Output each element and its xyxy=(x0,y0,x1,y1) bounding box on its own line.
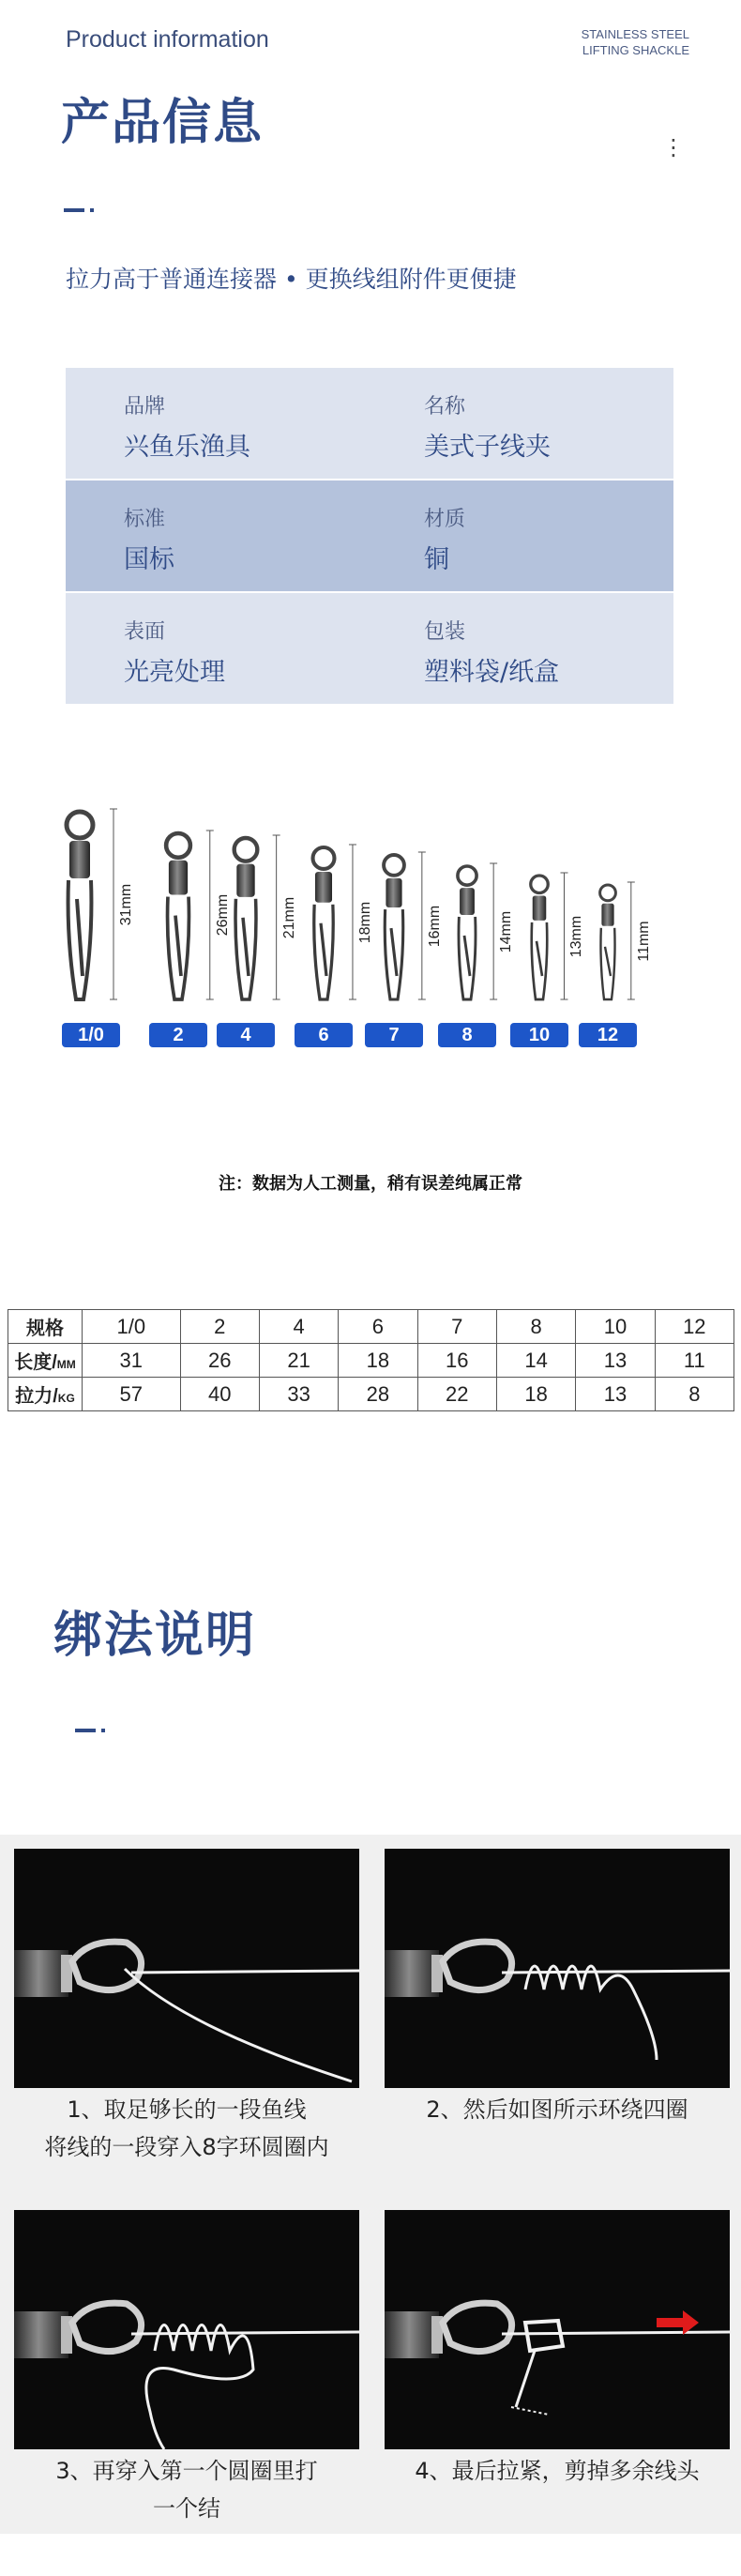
measurement-note: 注：数据为人工测量，稍有误差纯属正常 xyxy=(219,1174,522,1194)
force-cell: 22 xyxy=(417,1378,496,1411)
length-label: 13mm xyxy=(568,915,585,957)
info-value: 兴鱼乐渔具 xyxy=(124,433,250,462)
length-label: 21mm xyxy=(280,896,297,938)
step-3-caption xyxy=(14,2452,359,2527)
divider-dash xyxy=(75,1729,96,1732)
length-cell: 16 xyxy=(417,1344,496,1378)
length-label: 18mm xyxy=(356,901,373,943)
spec-cell: 7 xyxy=(417,1310,496,1344)
row-header-force-label: 拉力/ xyxy=(15,1386,58,1407)
corner-label xyxy=(582,26,689,58)
spec-table xyxy=(8,1309,734,1411)
corner-line-2: LIFTING SHACKLE xyxy=(582,43,689,57)
row-header-length xyxy=(8,1344,83,1378)
length-cell: 31 xyxy=(83,1344,181,1378)
row-header-length-label: 长度/ xyxy=(14,1352,57,1373)
info-value: 铜 xyxy=(424,545,449,574)
info-label: 标准 xyxy=(124,508,166,531)
length-cell: 11 xyxy=(655,1344,733,1378)
swivel-6 xyxy=(313,845,356,999)
info-value: 光亮处理 xyxy=(124,658,225,687)
swivel-1/0 xyxy=(67,809,117,999)
length-cell: 18 xyxy=(339,1344,417,1378)
more-icon[interactable]: ⋮ xyxy=(662,134,685,160)
step-4-caption xyxy=(385,2452,730,2490)
swivel-2 xyxy=(166,831,214,999)
info-label: 材质 xyxy=(424,508,466,531)
table-row xyxy=(8,1378,734,1411)
length-label: 16mm xyxy=(426,905,443,947)
size-badge: 8 xyxy=(438,1023,496,1047)
subtitle-en: Product information xyxy=(66,26,269,53)
step-2-caption xyxy=(385,2091,730,2128)
info-value: 塑料袋/纸盒 xyxy=(424,658,560,687)
info-label: 品牌 xyxy=(124,395,166,419)
caption-line: 一个结 xyxy=(153,2495,220,2522)
tagline: 拉力高于普通连接器 • 更换线组附件更便捷 xyxy=(66,266,517,293)
info-value: 美式子线夹 xyxy=(424,433,551,462)
step-2-photo xyxy=(385,1849,730,2088)
size-badge: 1/0 xyxy=(62,1023,120,1047)
info-row-brand xyxy=(66,368,673,479)
info-value: 国标 xyxy=(124,545,174,574)
info-row-standard xyxy=(66,480,673,591)
row-header-force xyxy=(8,1378,83,1411)
size-badge: 12 xyxy=(579,1023,637,1047)
binding-title: 绑法说明 xyxy=(53,1608,257,1664)
length-label: 26mm xyxy=(214,893,231,937)
length-label: 14mm xyxy=(498,910,515,953)
unit-mm: MM xyxy=(56,1358,76,1371)
length-cell: 13 xyxy=(576,1344,655,1378)
corner-line-1: STAINLESS STEEL xyxy=(581,27,689,41)
divider-dash xyxy=(64,208,84,212)
swivel-12 xyxy=(600,882,635,999)
info-label: 表面 xyxy=(124,620,166,644)
force-cell: 8 xyxy=(655,1378,733,1411)
divider-dot xyxy=(90,208,94,212)
length-cell: 26 xyxy=(180,1344,259,1378)
spec-cell: 1/0 xyxy=(83,1310,181,1344)
spec-cell: 8 xyxy=(496,1310,575,1344)
size-badge: 2 xyxy=(149,1023,207,1047)
table-row xyxy=(8,1310,734,1344)
swivel-4 xyxy=(234,835,280,999)
step-1-caption xyxy=(14,2091,359,2166)
step-3-photo xyxy=(14,2210,359,2449)
swivel-7 xyxy=(384,852,426,999)
swivel-10 xyxy=(531,873,568,999)
size-badge: 6 xyxy=(295,1023,353,1047)
spec-cell: 4 xyxy=(259,1310,338,1344)
spec-cell: 6 xyxy=(339,1310,417,1344)
caption-line: 1、取足够长的一段鱼线 xyxy=(67,2096,307,2123)
info-label: 包装 xyxy=(424,620,466,644)
length-label: 31mm xyxy=(118,883,134,925)
force-cell: 18 xyxy=(496,1378,575,1411)
divider-dot xyxy=(101,1729,105,1732)
spec-cell: 10 xyxy=(576,1310,655,1344)
length-label: 11mm xyxy=(635,920,652,962)
force-cell: 40 xyxy=(180,1378,259,1411)
caption-line: 将线的一段穿入8字环圆圈内 xyxy=(44,2134,329,2160)
size-badge: 4 xyxy=(217,1023,275,1047)
page-title: 产品信息 xyxy=(61,95,265,151)
table-row xyxy=(8,1344,734,1378)
caption-line: 4、最后拉紧，剪掉多余线头 xyxy=(415,2458,700,2484)
caption-line: 2、然后如图所示环绕四圈 xyxy=(426,2096,688,2123)
length-cell: 14 xyxy=(496,1344,575,1378)
force-cell: 57 xyxy=(83,1378,181,1411)
size-badge: 7 xyxy=(365,1023,423,1047)
spec-cell: 2 xyxy=(180,1310,259,1344)
length-cell: 21 xyxy=(259,1344,338,1378)
row-header-spec: 规格 xyxy=(8,1310,83,1344)
force-cell: 13 xyxy=(576,1378,655,1411)
info-row-surface xyxy=(66,593,673,704)
spec-cell: 12 xyxy=(655,1310,733,1344)
unit-kg: KG xyxy=(57,1392,75,1405)
step-4-photo xyxy=(385,2210,730,2449)
info-label: 名称 xyxy=(424,395,466,419)
force-cell: 28 xyxy=(339,1378,417,1411)
swivel-8 xyxy=(458,863,497,999)
force-cell: 33 xyxy=(259,1378,338,1411)
caption-line: 3、再穿入第一个圆圈里打 xyxy=(55,2458,318,2484)
step-1-photo xyxy=(14,1849,359,2088)
size-badge: 10 xyxy=(510,1023,568,1047)
